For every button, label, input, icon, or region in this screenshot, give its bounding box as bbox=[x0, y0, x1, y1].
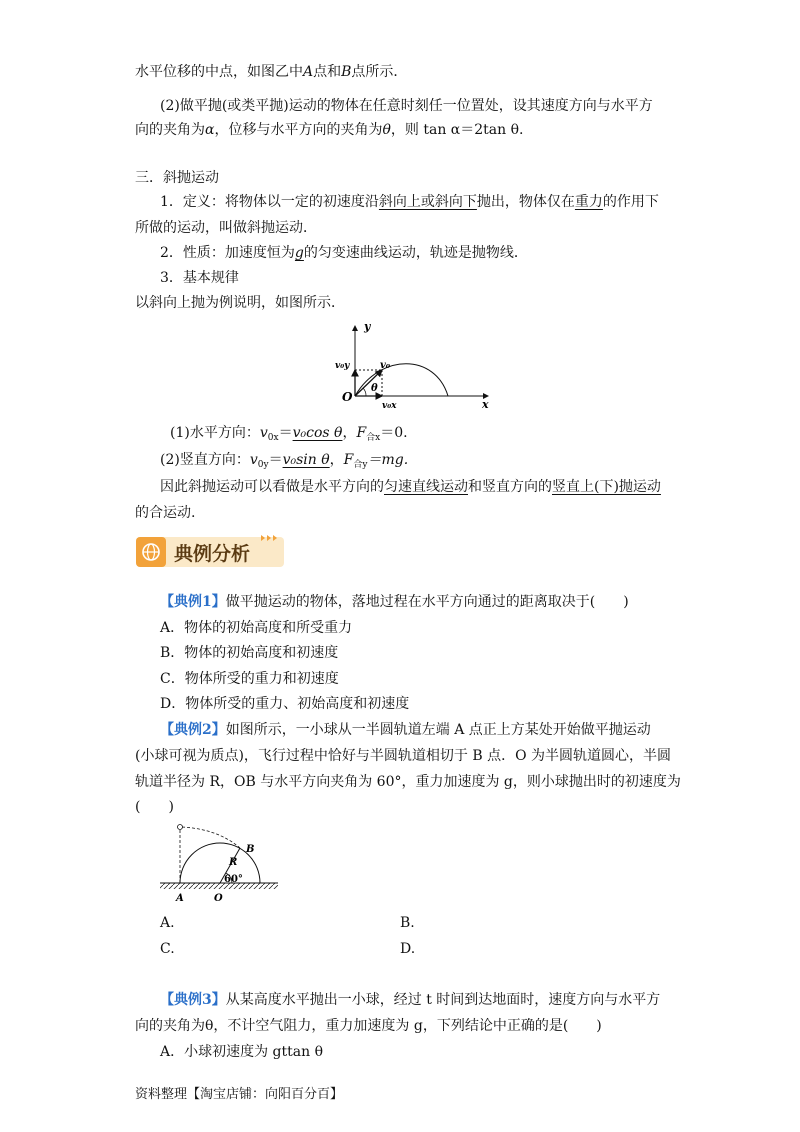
text-line: 轨道半径为 R，OB 与水平方向夹角为 60°，重力加速度为 g，则小球抛出时的初速度为 bbox=[135, 774, 681, 790]
text: θ bbox=[382, 122, 391, 138]
example-tag: 【典例3】 bbox=[160, 992, 226, 1008]
text-line: ( ) bbox=[135, 799, 174, 815]
v0y-label: v₀y bbox=[335, 361, 350, 371]
angle-arc bbox=[363, 388, 366, 396]
text: 的作用下 bbox=[602, 194, 659, 210]
underlined-text: v₀cos θ bbox=[292, 425, 343, 441]
text-line: 向的夹角为θ，不计空气阻力，重力加速度为 g，下列结论中正确的是( ) bbox=[135, 1018, 602, 1034]
example-1-question bbox=[160, 592, 629, 612]
text: 向的夹角为 bbox=[135, 122, 205, 138]
underlined-text: v₀sin θ bbox=[282, 452, 330, 468]
text: 如图所示，一小球从一半圆轨道左端 A 点正上方某处开始做平抛运动 bbox=[225, 722, 651, 738]
text: ＝mg. bbox=[367, 452, 409, 468]
angle-label: 60° bbox=[224, 874, 243, 885]
option-c: C. bbox=[160, 941, 175, 957]
text: 和竖直方向的 bbox=[468, 479, 552, 495]
example-tag: 【典例1】 bbox=[160, 594, 226, 610]
text-line: 的合运动. bbox=[135, 505, 196, 521]
point-o-label: O bbox=[214, 893, 223, 904]
text: v bbox=[259, 425, 268, 441]
text: ＝ bbox=[268, 452, 283, 468]
option-a: A. bbox=[160, 915, 175, 931]
text: F bbox=[356, 425, 367, 441]
text-line bbox=[135, 120, 523, 140]
example-3-question bbox=[160, 990, 660, 1010]
text-line bbox=[160, 477, 661, 497]
v0-label: v₀ bbox=[380, 360, 391, 371]
text-line: (2)做平抛(或类平抛)运动的物体在任意时刻任一位置处，设其速度方向与水平方 bbox=[160, 98, 653, 114]
trajectory bbox=[355, 364, 448, 396]
text: 1．定义：将物体以一定的初速度沿 bbox=[160, 194, 379, 210]
banner-title: 典例分析 bbox=[174, 543, 251, 565]
subscript: 0x bbox=[267, 433, 279, 443]
text: v bbox=[249, 452, 258, 468]
text: F bbox=[343, 452, 354, 468]
example-2-question bbox=[160, 720, 651, 740]
text-line bbox=[160, 243, 528, 263]
text-line bbox=[160, 192, 659, 212]
text: ＝ bbox=[278, 425, 293, 441]
text: ，则 tan α＝2tan θ. bbox=[390, 122, 524, 138]
text: 的匀变速曲线运动，轨迹是抛物线． bbox=[303, 245, 528, 261]
text: 抛出，物体仅在 bbox=[476, 194, 575, 210]
text-line: 以斜向上抛为例说明，如图所示． bbox=[135, 295, 345, 311]
ball bbox=[178, 825, 183, 830]
text: 从某高度水平抛出一小球，经过 t 时间到达地面时，速度方向与水平方 bbox=[225, 992, 661, 1008]
text-line bbox=[135, 62, 407, 82]
text: (1)水平方向： bbox=[170, 425, 260, 441]
option-a: A．小球初速度为 gttan θ bbox=[160, 1044, 324, 1060]
text: α bbox=[205, 122, 215, 138]
point-b-label: B bbox=[246, 844, 255, 855]
subscript: 合x bbox=[366, 433, 381, 443]
underlined-text: 竖直上(下)抛运动 bbox=[552, 479, 661, 495]
v0-vector bbox=[355, 370, 382, 396]
theta-label: θ bbox=[371, 383, 378, 394]
y-label: y bbox=[364, 320, 371, 333]
option-b: B．物体的初始高度和初速度 bbox=[160, 645, 339, 661]
text: 做平抛运动的物体，落地过程在水平方向通过的距离取决于( ) bbox=[225, 594, 629, 610]
underlined-text: 斜向上或斜向下 bbox=[378, 194, 477, 210]
section-heading: 三．斜抛运动 bbox=[135, 170, 219, 186]
example-tag: 【典例2】 bbox=[160, 722, 226, 738]
banner-graphic bbox=[136, 535, 284, 569]
semicircle-track-diagram bbox=[158, 820, 283, 905]
text-line bbox=[160, 450, 408, 475]
option-d: D. bbox=[400, 941, 416, 957]
option-d: D．物体所受的重力、初始高度和初速度 bbox=[160, 696, 410, 712]
text-line: 3．基本规律 bbox=[160, 270, 239, 286]
footer-text: 资料整理【淘宝店铺：向阳百分百】 bbox=[135, 1087, 344, 1102]
text-line: (小球可视为质点)，飞行过程中恰好与半圆轨道相切于 B 点．O 为半圆轨道圆心，半圆 bbox=[135, 748, 672, 764]
text: ＝0. bbox=[380, 425, 408, 441]
underlined-text: g bbox=[294, 245, 304, 261]
subscript: 0y bbox=[257, 460, 269, 470]
ground-hatch bbox=[160, 883, 278, 889]
oblique-projection-diagram bbox=[330, 318, 500, 413]
text: ，位移与水平方向的夹角为 bbox=[214, 122, 383, 138]
origin-label: O bbox=[342, 390, 353, 404]
v0x-label: v₀x bbox=[382, 401, 397, 411]
option-c: C．物体所受的重力和初速度 bbox=[160, 671, 339, 687]
text: 2．性质：加速度恒为 bbox=[160, 245, 295, 261]
section-banner bbox=[136, 535, 284, 569]
text: 因此斜抛运动可以看做是水平方向的 bbox=[160, 479, 384, 495]
subscript: 合y bbox=[353, 460, 368, 470]
text: B bbox=[341, 64, 352, 80]
radius-label: R bbox=[229, 857, 238, 868]
text: 点所示． bbox=[351, 64, 408, 80]
text: ， bbox=[329, 452, 344, 468]
text: ， bbox=[342, 425, 357, 441]
text: 点和 bbox=[313, 64, 342, 80]
underlined-text: 匀速直线运动 bbox=[384, 479, 468, 495]
underlined-text: 重力 bbox=[574, 194, 603, 210]
text-line bbox=[170, 423, 408, 448]
point-a-label: A bbox=[176, 893, 184, 904]
text: A bbox=[303, 64, 314, 80]
text-line: 所做的运动，叫做斜抛运动． bbox=[135, 220, 317, 236]
option-b: B. bbox=[400, 915, 415, 931]
option-a: A．物体的初始高度和所受重力 bbox=[160, 620, 353, 636]
text: (2)竖直方向： bbox=[160, 452, 250, 468]
text: 水平位移的中点，如图乙中 bbox=[135, 64, 303, 80]
x-label: x bbox=[482, 398, 489, 411]
